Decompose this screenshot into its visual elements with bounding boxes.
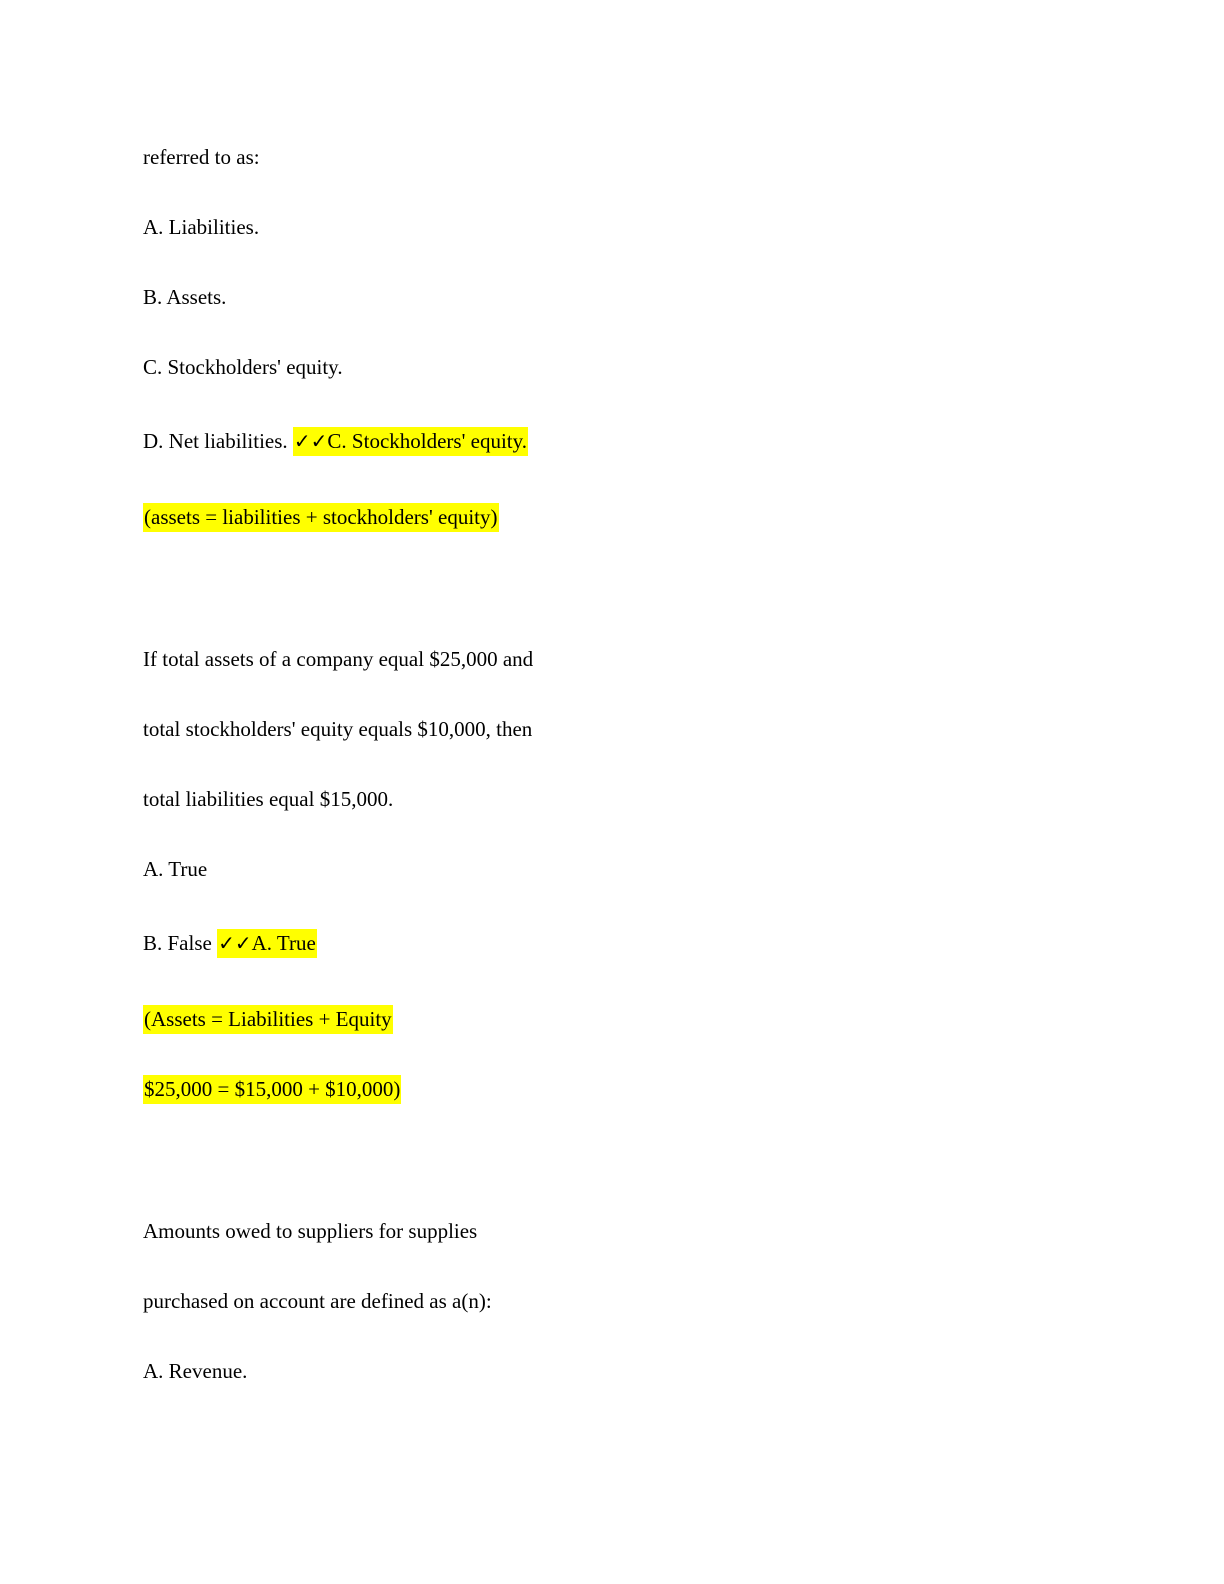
q2-answer: A. True [251,931,316,955]
q2-option-a: A. True [143,857,208,881]
q1-option-d: D. Net liabilities. [143,429,288,453]
q2-explanation-line-1 [143,1005,393,1033]
q1-option-d-line [143,427,528,455]
q2-option-b-line [143,929,317,957]
q2-answer-highlight [217,929,317,958]
q2-explanation-1: (Assets = Liabilities + Equity [143,1005,393,1034]
q3-option-a: A. Revenue. [143,1359,248,1383]
q1-option-a: A. Liabilities. [143,215,260,239]
q2-explanation-line-2 [143,1075,401,1103]
q2-option-b: B. False [143,931,212,955]
q2-stem-line-2: total stockholders' equity equals $10,000, then [143,717,533,741]
q2-stem-line-3: total liabilities equal $15,000. [143,787,394,811]
double-check-icon: ✓✓ [293,429,328,453]
q1-option-c: C. Stockholders' equity. [143,355,343,379]
q1-stem-end: referred to as: [143,145,260,169]
q2-explanation-2: $25,000 = $15,000 + $10,000) [143,1075,401,1104]
q1-explanation-line [143,503,499,531]
double-check-icon: ✓✓ [218,931,252,955]
q1-answer-highlight [293,427,528,456]
q1-option-b: B. Assets. [143,285,227,309]
q2-stem-line-1: If total assets of a company equal $25,000 and [143,647,534,671]
q3-stem-line-1: Amounts owed to suppliers for supplies [143,1219,478,1243]
q1-answer: C. Stockholders' equity. [327,429,527,453]
q3-stem-line-2: purchased on account are defined as a(n): [143,1289,492,1313]
q1-explanation: (assets = liabilities + stockholders' equity) [143,503,499,532]
